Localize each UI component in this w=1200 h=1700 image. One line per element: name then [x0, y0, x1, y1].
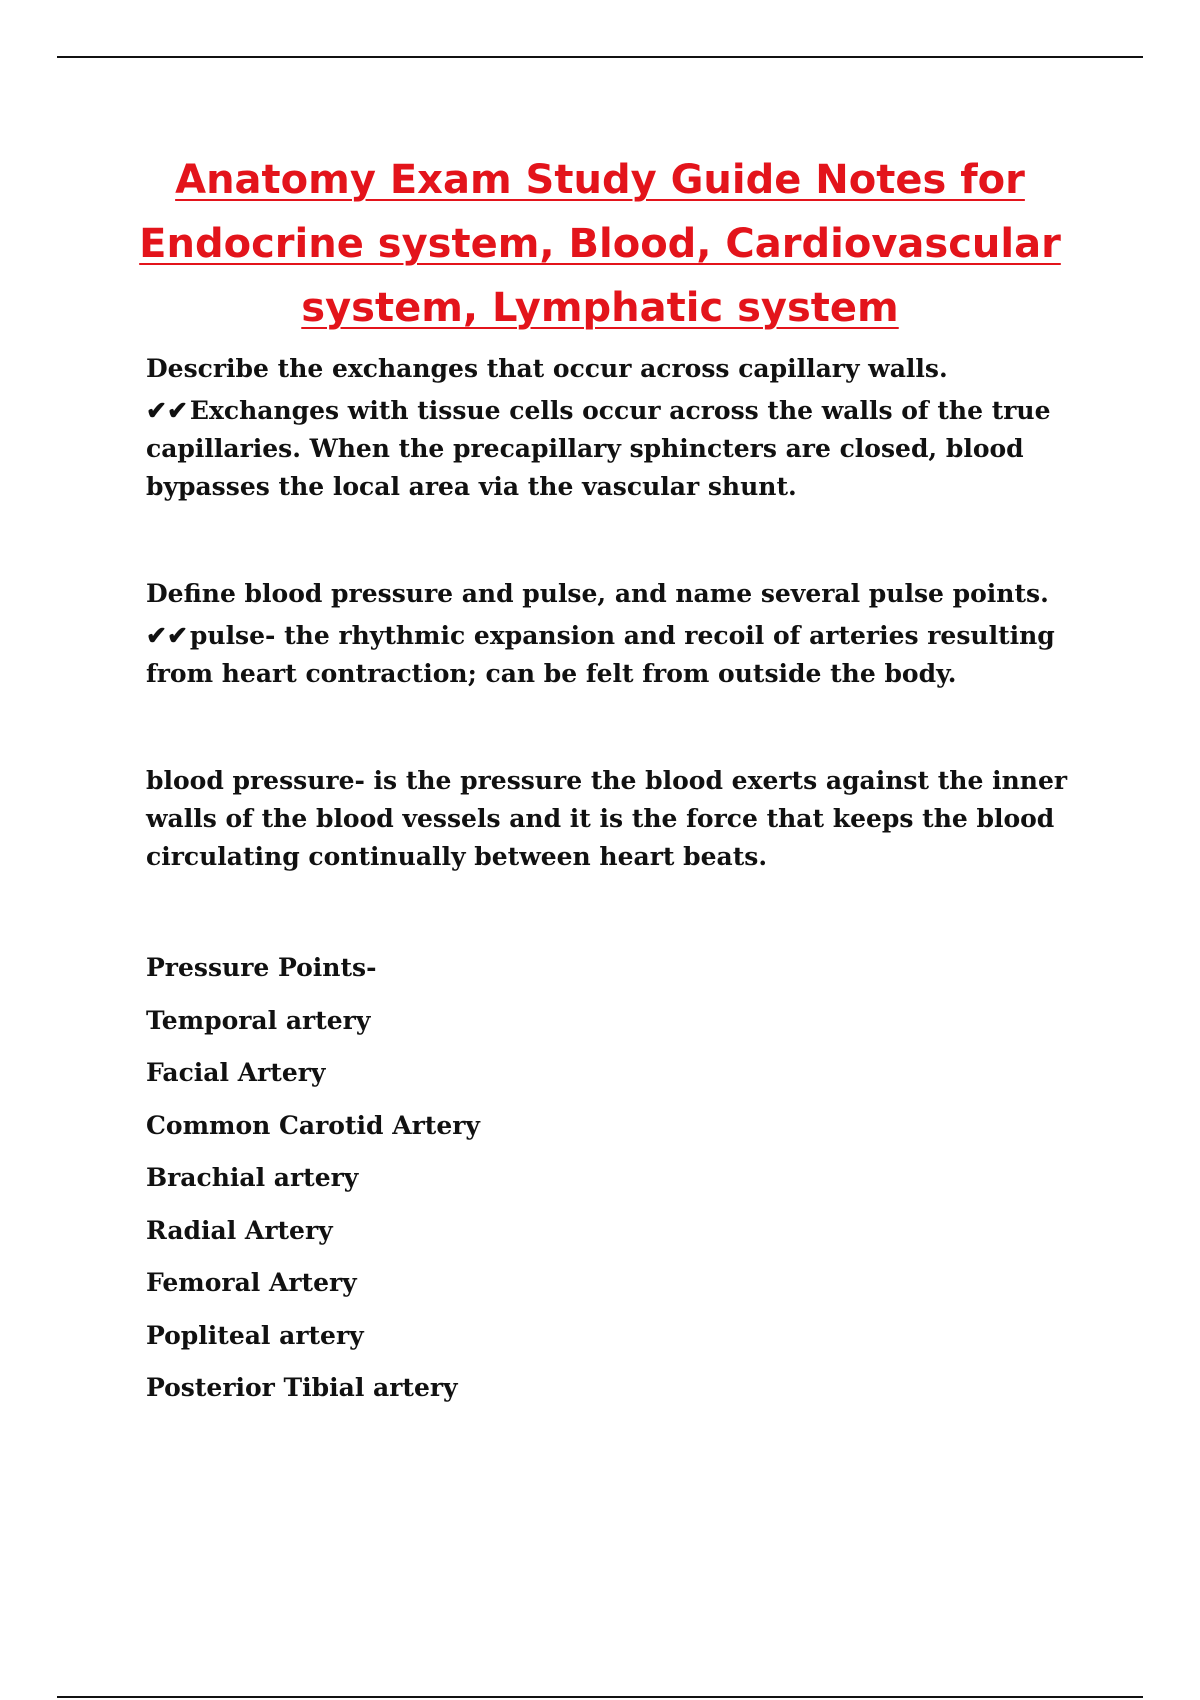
answer-block: [146, 392, 1096, 506]
list-item: Posterior Tibial artery: [146, 1373, 458, 1402]
list-item: Common Carotid Artery: [146, 1110, 480, 1140]
double-check-icon: ✔✔: [146, 396, 188, 425]
question-text: Describe the exchanges that occur across capillary walls.: [146, 354, 948, 383]
answer-text: pulse- the rhythmic expansion and recoil of arteries resulting from heart contraction; can be felt from outside the body.: [146, 621, 1055, 688]
document-title: [100, 148, 1100, 340]
title-line-3: system, Lymphatic system: [301, 285, 899, 331]
blood-pressure-definition: blood pressure- is the pressure the blood exerts against the inner walls of the blood vessels and it is the force that keeps the blood circulating continually between heart beats.: [146, 766, 1068, 871]
top-divider: [57, 56, 1143, 58]
double-check-icon: ✔✔: [146, 621, 188, 650]
qa-capillary-exchange: [146, 350, 1096, 506]
list-item: Femoral Artery: [146, 1268, 357, 1297]
pressure-points-list: [146, 942, 1096, 1415]
title-line-2: Endocrine system, Blood, Cardiovascular: [139, 221, 1061, 267]
list-item: Radial Artery: [146, 1215, 333, 1245]
title-line-1: Anatomy Exam Study Guide Notes for: [175, 157, 1025, 203]
list-item: Temporal artery: [146, 1005, 371, 1035]
list-item: Brachial artery: [146, 1163, 359, 1192]
answer-text: Exchanges with tissue cells occur across the walls of the true capillaries. When the precapillary sphincters are closed, blood bypasses the local area via the vascular shunt.: [146, 396, 1051, 501]
qa-blood-pressure-pulse: [146, 575, 1096, 693]
question-text: Define blood pressure and pulse, and name several pulse points.: [146, 579, 1049, 608]
pressure-points-heading: Pressure Points-: [146, 953, 377, 982]
answer-block: [146, 617, 1096, 693]
list-item: Facial Artery: [146, 1058, 326, 1087]
list-item: Popliteal artery: [146, 1320, 364, 1350]
bottom-divider: [57, 1696, 1143, 1698]
